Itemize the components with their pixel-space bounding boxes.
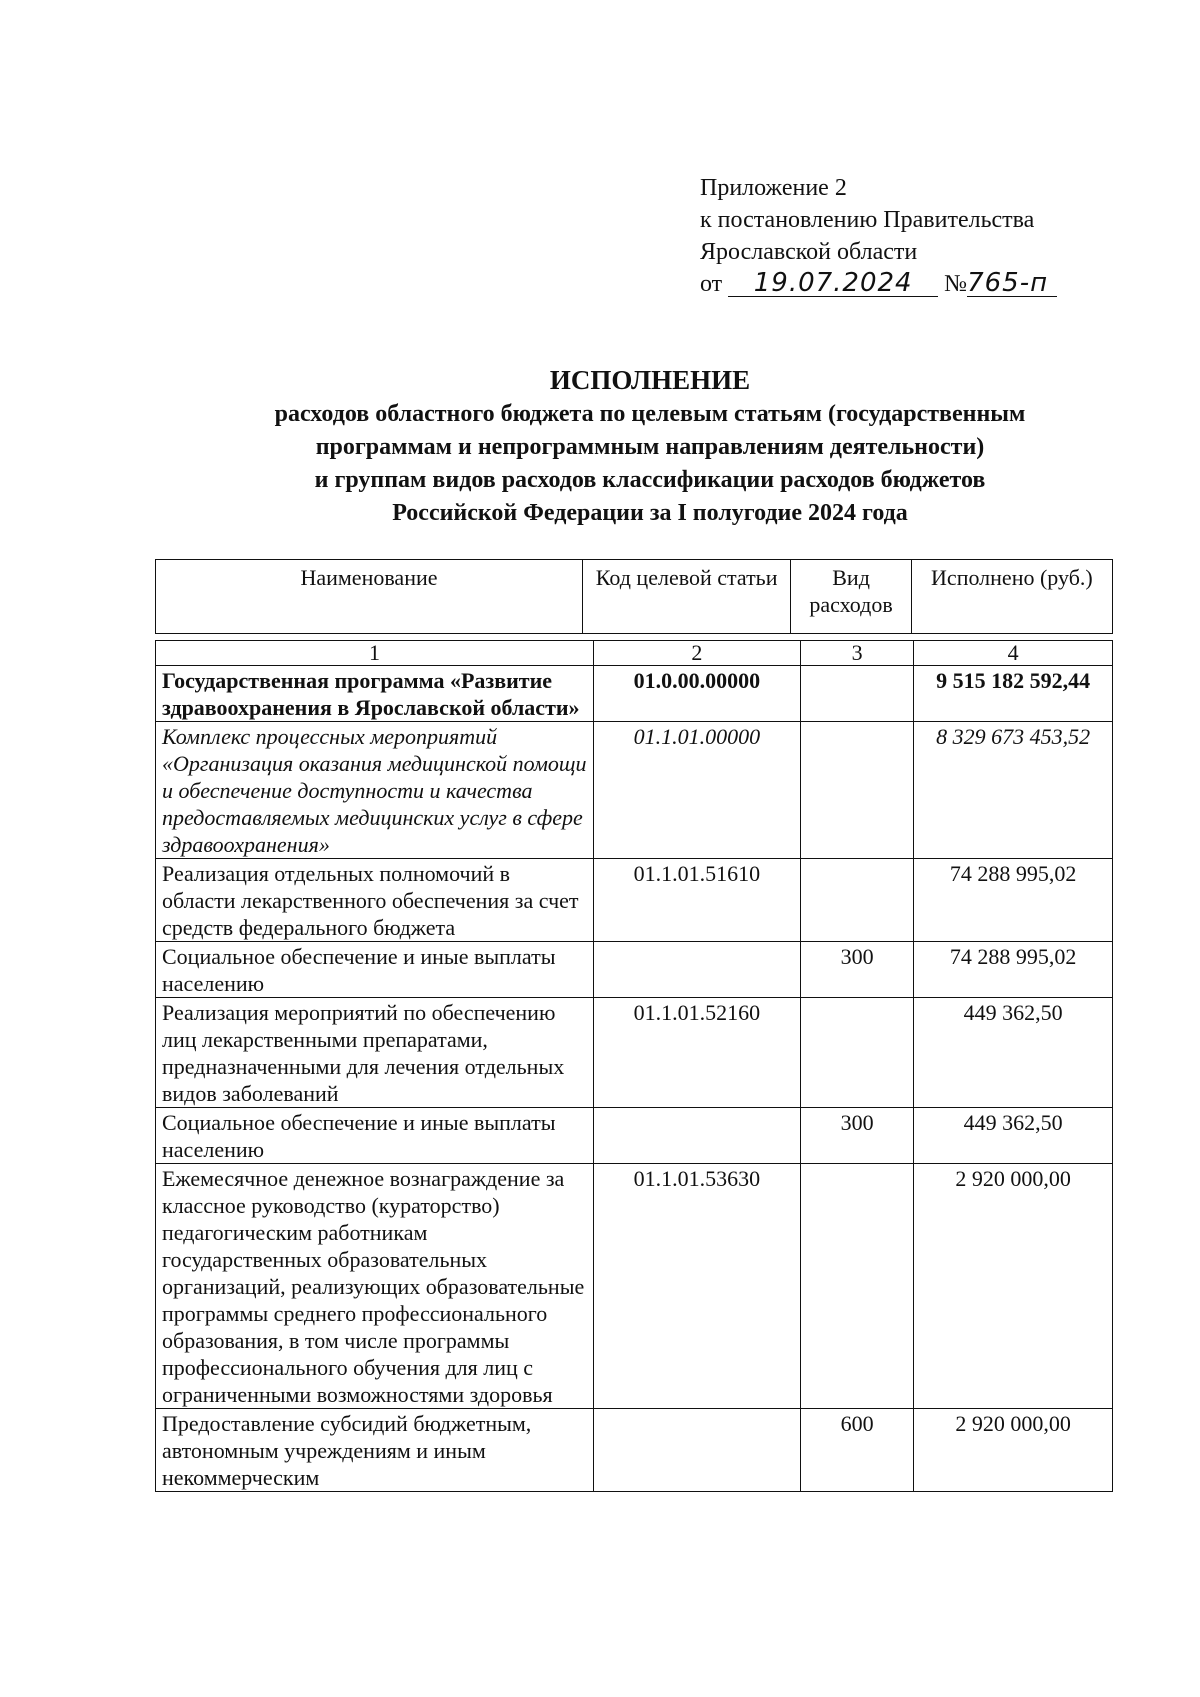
row-type: [800, 859, 913, 942]
row-code: 01.1.01.53630: [593, 1164, 800, 1409]
row-amount: 449 362,50: [914, 998, 1113, 1108]
title-heading: ИСПОЛНЕНИЕ: [549, 365, 751, 395]
table-row: [156, 1409, 1113, 1492]
title-line-1: расходов областного бюджета по целевым статьям (государственным: [274, 401, 1026, 427]
column-number: 4: [914, 641, 1113, 666]
row-type: 300: [800, 1108, 913, 1164]
appendix-date-line: [700, 268, 1057, 300]
row-name: Реализация отдельных полномочий в области лекарственного обеспечения за счет средств федерального бюджета: [156, 859, 594, 942]
row-amount: 8 329 673 453,52: [914, 722, 1113, 859]
header-code: Код целевой статьи: [582, 560, 790, 634]
appendix-line-1: Приложение 2: [700, 175, 847, 201]
row-amount: 449 362,50: [914, 1108, 1113, 1164]
table-row: [156, 859, 1113, 942]
row-type: [800, 666, 913, 722]
row-amount: 9 515 182 592,44: [914, 666, 1113, 722]
row-name: Предоставление субсидий бюджетным, автономным учреждениям и иным некоммерческим: [156, 1409, 594, 1492]
title-line-2: программам и непрограммным направлениям деятельности): [315, 434, 985, 460]
number-prefix: №: [944, 271, 968, 297]
title-line-3: и группам видов расходов классификации расходов бюджетов: [314, 467, 986, 493]
table-header: [155, 559, 1113, 634]
row-type: [800, 1164, 913, 1409]
row-name: Реализация мероприятий по обеспечению лиц лекарственными препаратами, предназначенными для лечения отдельных видов заболеваний: [156, 998, 594, 1108]
row-name: Ежемесячное денежное вознаграждение за классное руководство (кураторство) педагогическим работникам государственных образовательных организаций, реализующих образовательные программы среднего профессионального образования, в том числе программы профессионального обучения для лиц с ограниченными возможностями здоровья: [156, 1164, 594, 1409]
table-row: [156, 666, 1113, 722]
table-row: [156, 998, 1113, 1108]
row-amount: 74 288 995,02: [914, 859, 1113, 942]
row-name: Социальное обеспечение и иные выплаты населению: [156, 1108, 594, 1164]
column-number: 2: [593, 641, 800, 666]
row-code: [593, 942, 800, 998]
appendix-line-3: Ярославской области: [700, 239, 918, 265]
column-number: 3: [800, 641, 913, 666]
row-type: [800, 722, 913, 859]
column-number: 1: [156, 641, 594, 666]
row-name: Государственная программа «Развитие здравоохранения в Ярославской области»: [156, 666, 594, 722]
table-row: [156, 722, 1113, 859]
row-code: [593, 1108, 800, 1164]
row-amount: 2 920 000,00: [914, 1164, 1113, 1409]
title-line-4: Российской Федерации за I полугодие 2024 года: [392, 500, 908, 526]
appendix-block: [700, 172, 1057, 300]
row-code: 01.1.01.51610: [593, 859, 800, 942]
row-type: 600: [800, 1409, 913, 1492]
row-code: 01.1.01.52160: [593, 998, 800, 1108]
column-number-row: [156, 641, 1113, 666]
row-amount: 2 920 000,00: [914, 1409, 1113, 1492]
handwritten-number: 765-п: [967, 270, 1057, 297]
appendix-line-2: к постановлению Правительства: [700, 207, 1035, 233]
row-type: [800, 998, 913, 1108]
handwritten-date: 19.07.2024: [728, 270, 938, 297]
row-name: Социальное обеспечение и иные выплаты населению: [156, 942, 594, 998]
row-code: [593, 1409, 800, 1492]
header-amount: Исполнено (руб.): [911, 560, 1112, 634]
document-title: [150, 362, 1150, 530]
header-type: Вид расходов: [791, 560, 911, 634]
row-amount: 74 288 995,02: [914, 942, 1113, 998]
table-row: [156, 942, 1113, 998]
date-prefix: от: [700, 271, 723, 297]
budget-table: [155, 640, 1113, 1492]
row-type: 300: [800, 942, 913, 998]
row-name: Комплекс процессных мероприятий «Организация оказания медицинской помощи и обеспечение доступности и качества предоставляемых медицинских услуг в сфере здравоохранения»: [156, 722, 594, 859]
row-code: 01.0.00.00000: [593, 666, 800, 722]
row-code: 01.1.01.00000: [593, 722, 800, 859]
table-row: [156, 1108, 1113, 1164]
header-name: Наименование: [156, 560, 583, 634]
table-row: [156, 1164, 1113, 1409]
